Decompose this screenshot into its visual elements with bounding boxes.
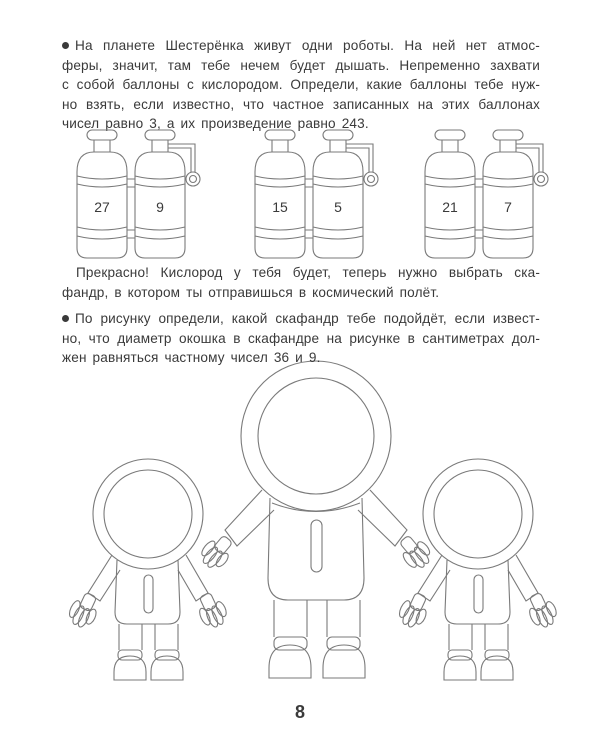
tank-pair-2[interactable] [255, 130, 378, 258]
transition-paragraph [62, 263, 540, 302]
task2-paragraph [62, 309, 540, 368]
astronaut-small-left[interactable] [65, 459, 231, 680]
astronaut-small-right[interactable] [395, 459, 561, 680]
astronaut-large[interactable] [196, 361, 435, 678]
tank-pair-1[interactable] [77, 130, 200, 258]
transition-line: фандр, в котором ты отправишься в космический полёт. [62, 284, 440, 300]
tank-label: 7 [504, 199, 512, 215]
task2-line: По рисунку определи, какой скафандр тебе подойдёт, если извест- [62, 309, 540, 329]
transition-line: Прекрасно! Кислород у тебя будет, теперь нужно выбрать ска- [76, 265, 540, 280]
tank-label: 5 [334, 199, 342, 215]
task1-line: феры, значит, там тебе нечем будет дышать. Непременно захвати [62, 57, 540, 73]
tank-label: 15 [272, 199, 288, 215]
task1-line: с собой баллоны с кислородом. Определи, какие баллоны тебе нуж- [62, 77, 540, 93]
page-number: 8 [294, 702, 305, 722]
tank-label: 9 [156, 199, 164, 215]
task1-line: чисел равно 3, а их произведение равно 243. [62, 116, 369, 132]
tank-label: 27 [94, 199, 110, 215]
tank-pair-3[interactable] [425, 130, 548, 258]
bullet-icon [62, 315, 69, 322]
task1-line: На планете Шестерёнка живут одни роботы. На ней нет атмос- [62, 36, 540, 56]
task2-line: жен равняться частному чисел 36 и 9. [62, 350, 321, 366]
tank-label: 21 [442, 199, 458, 215]
task2-line: но, что диаметр окошка в скафандре на рисунке в сантиметрах дол- [62, 330, 540, 346]
task1-line: но взять, если известно, что частное записанных на этих баллонах [62, 96, 540, 112]
